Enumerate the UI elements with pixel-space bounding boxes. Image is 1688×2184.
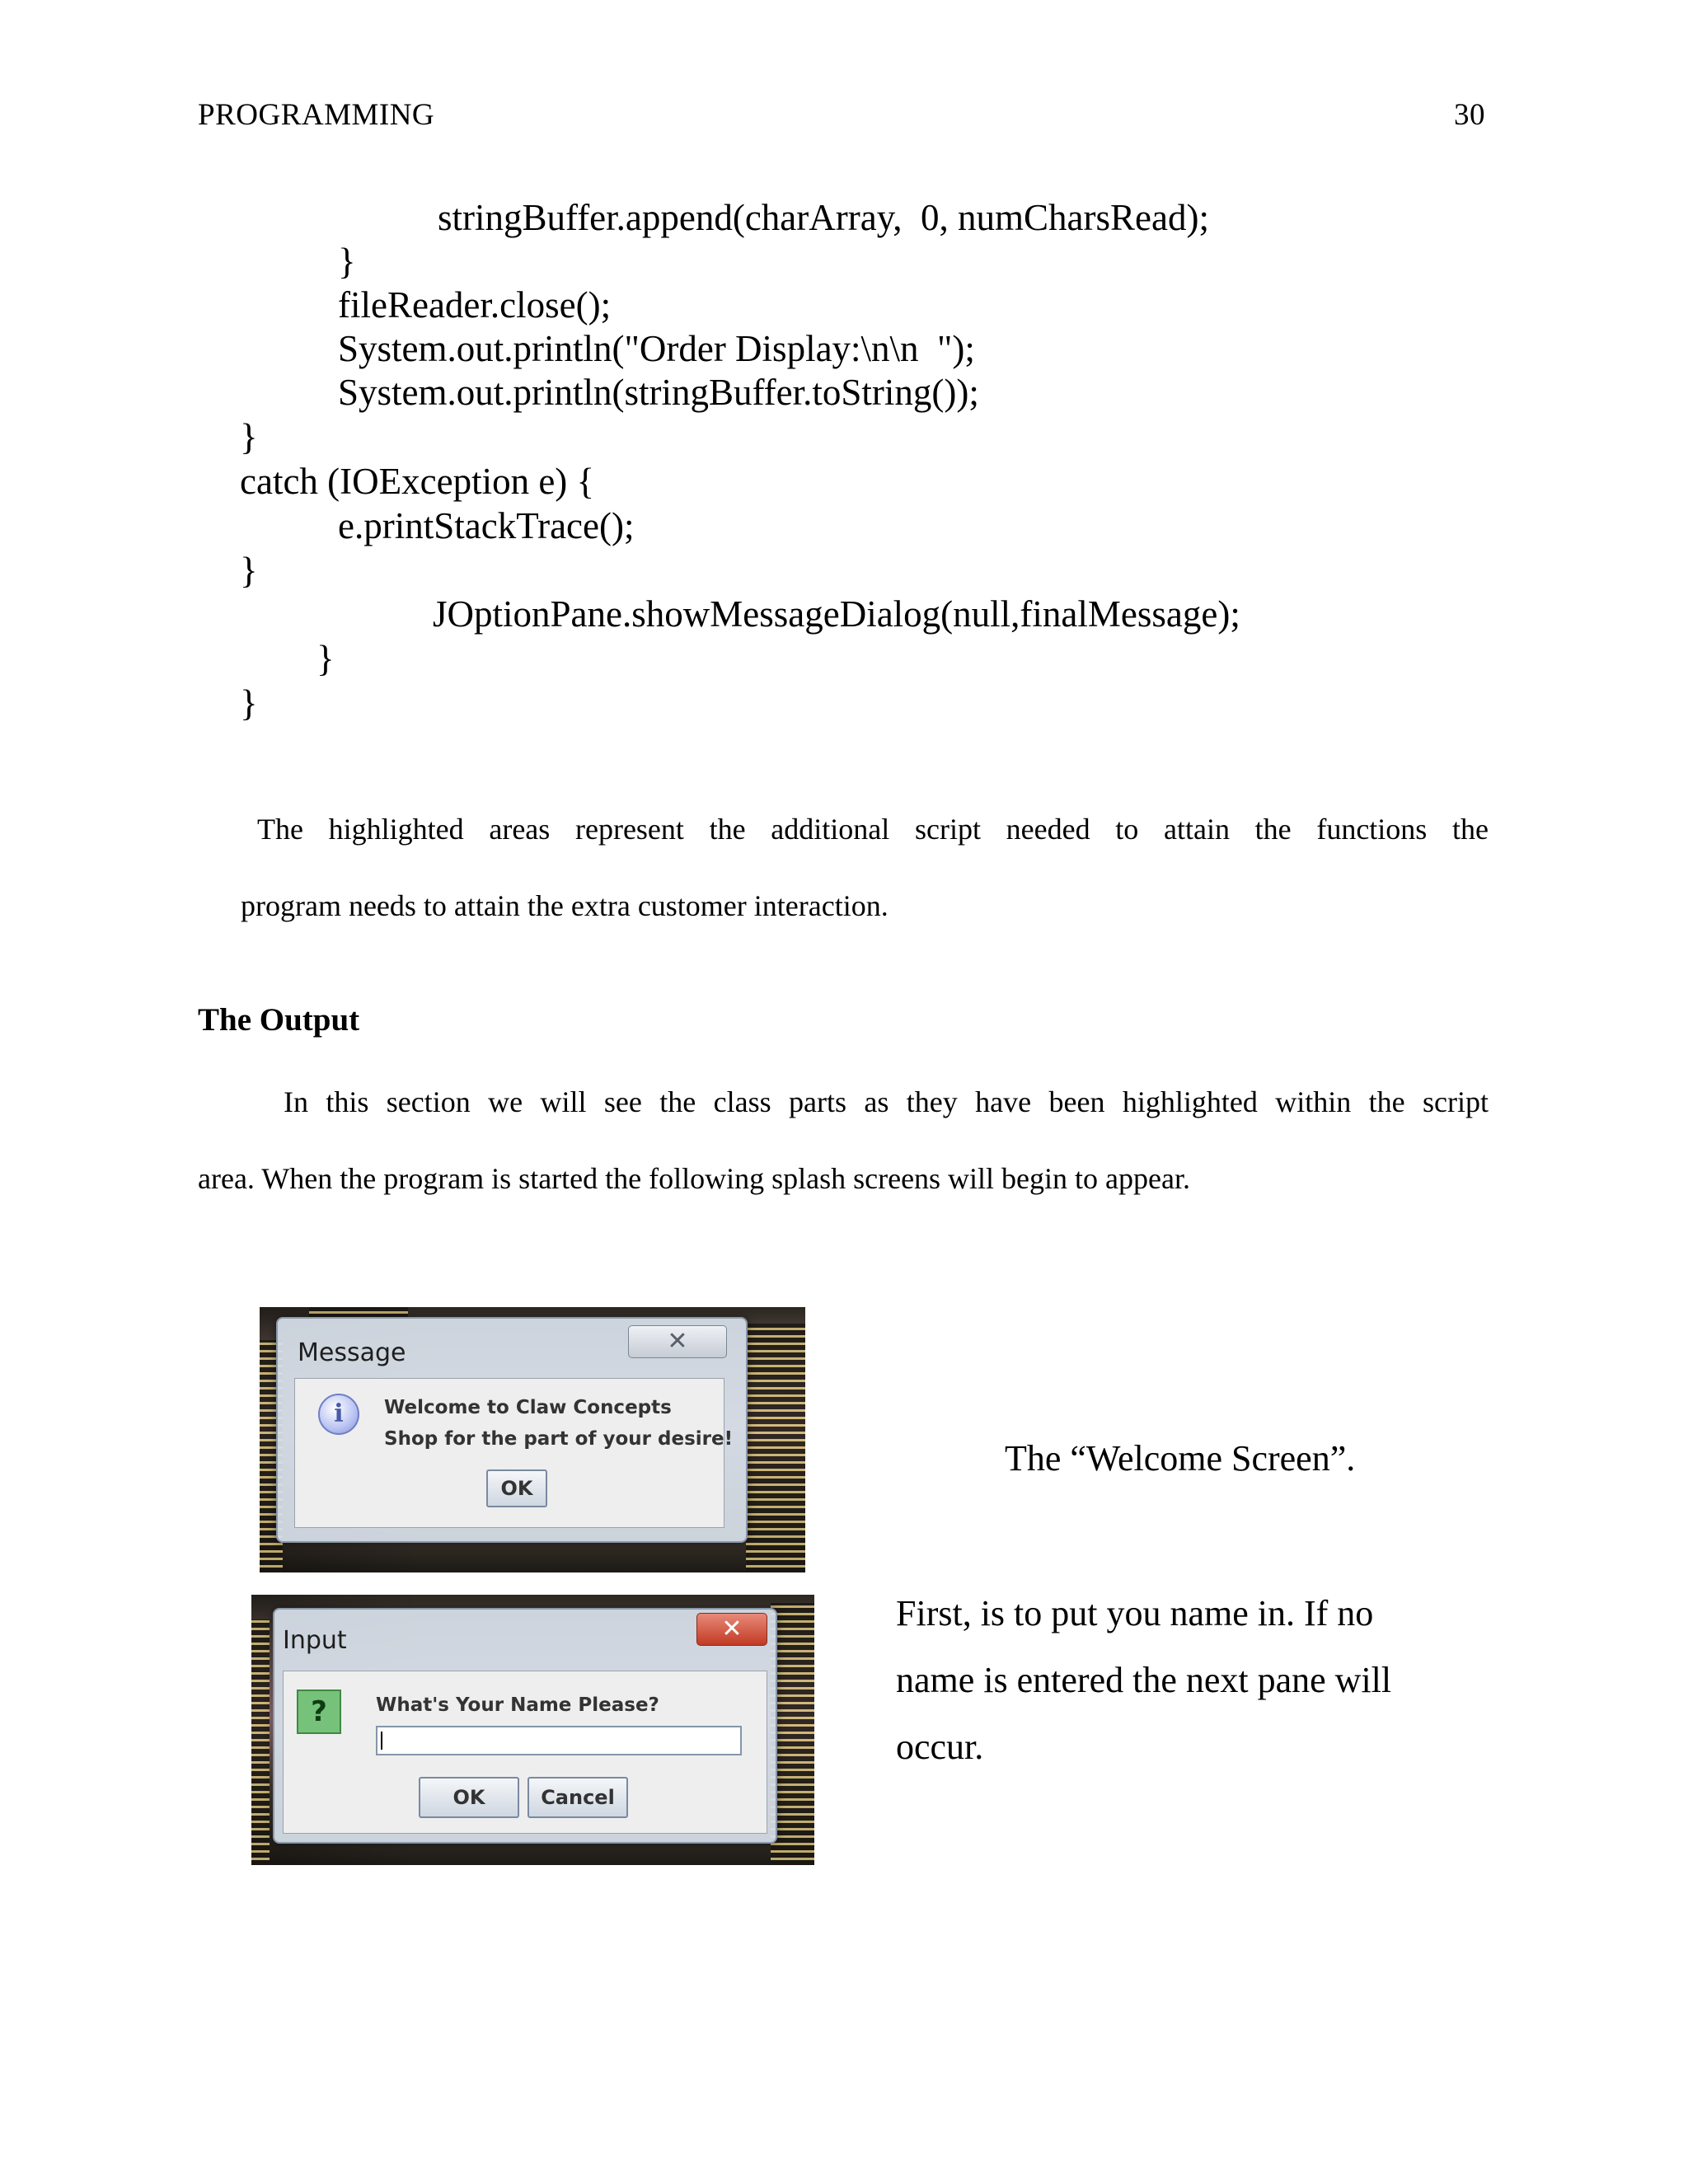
- dialog-title: Input: [283, 1626, 347, 1655]
- dialog-message-line: Welcome to Claw Concepts: [384, 1397, 672, 1418]
- ok-button[interactable]: OK: [419, 1777, 519, 1818]
- dialog-title: Message: [298, 1338, 406, 1367]
- close-icon[interactable]: ✕: [628, 1325, 727, 1358]
- cancel-button[interactable]: Cancel: [528, 1777, 628, 1818]
- welcome-screenshot: [260, 1307, 805, 1572]
- code-line: }: [240, 550, 258, 591]
- code-line: System.out.println(stringBuffer.toString());: [338, 372, 979, 413]
- paragraph-line: area. When the program is started the following splash screens will begin to appear.: [198, 1162, 1190, 1195]
- running-head: PROGRAMMING: [198, 98, 435, 132]
- input-caption-line: First, is to put you name in. If no: [896, 1593, 1374, 1633]
- code-line: }: [240, 682, 258, 724]
- code-line: e.printStackTrace();: [338, 505, 635, 546]
- code-line: fileReader.close();: [338, 284, 612, 326]
- input-screenshot: [251, 1595, 814, 1865]
- code-line: JOptionPane.showMessageDialog(null,finalMessage);: [433, 593, 1240, 635]
- dialog-message-line: Shop for the part of your desire!: [384, 1428, 734, 1450]
- code-line: catch (IOException e) {: [240, 461, 595, 502]
- code-line: }: [338, 241, 356, 282]
- paragraph-line: program needs to attain the extra customer interaction.: [241, 889, 889, 922]
- code-line: }: [316, 638, 335, 679]
- question-icon: ?: [297, 1690, 341, 1734]
- code-line: stringBuffer.append(charArray, 0, numCharsRead);: [438, 197, 1209, 238]
- close-icon[interactable]: ✕: [696, 1613, 767, 1646]
- page-number: 30: [1454, 98, 1485, 132]
- name-input[interactable]: [376, 1726, 742, 1755]
- ok-button[interactable]: OK: [486, 1469, 547, 1507]
- text-caret: [381, 1732, 382, 1750]
- input-prompt: What's Your Name Please?: [376, 1694, 659, 1716]
- paragraph-line: In this section we will see the class parts as they have been highlighted within the script: [284, 1085, 1489, 1118]
- dialog-body: [283, 1671, 767, 1834]
- code-line: System.out.println("Order Display:\n\n ");: [338, 328, 975, 369]
- section-heading: The Output: [198, 1002, 360, 1038]
- dialog-body: [294, 1378, 734, 1528]
- paragraph-line: The highlighted areas represent the additional script needed to attain the functions the: [257, 813, 1489, 846]
- code-line: }: [240, 416, 258, 457]
- input-caption-line: occur.: [896, 1727, 984, 1767]
- input-caption-line: name is entered the next pane will: [896, 1660, 1392, 1700]
- message-dialog: [276, 1317, 748, 1543]
- info-icon: i: [318, 1394, 359, 1435]
- input-dialog: [273, 1608, 777, 1844]
- welcome-caption: The “Welcome Screen”.: [1005, 1438, 1356, 1479]
